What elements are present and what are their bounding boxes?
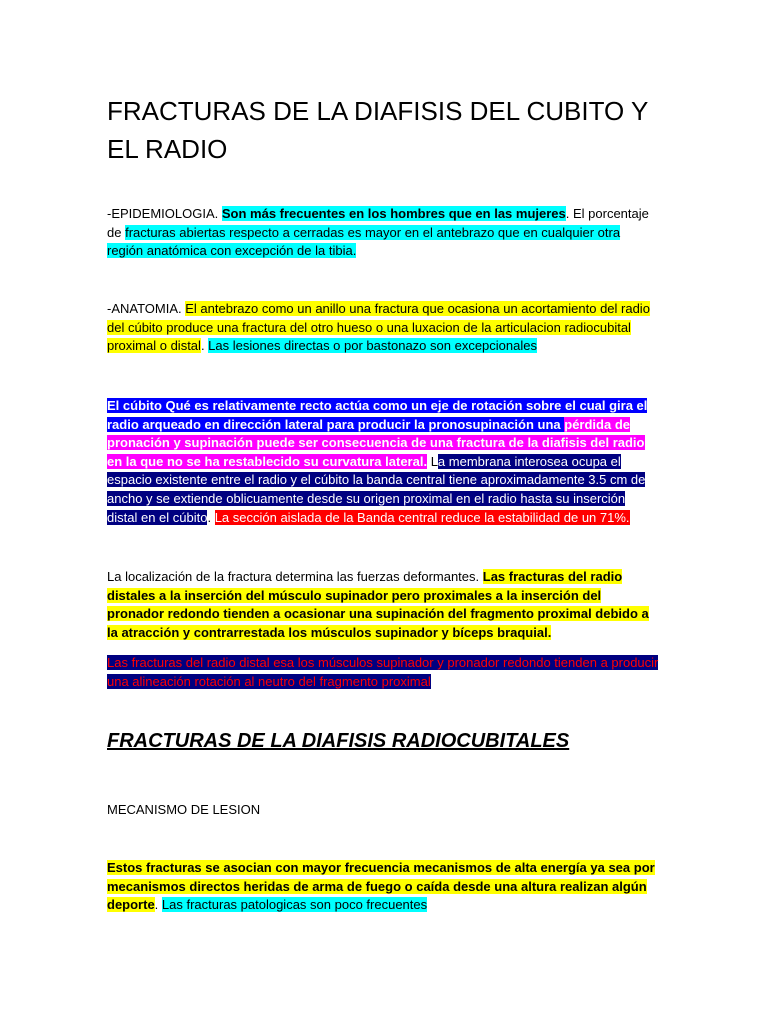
mecanismo-label: MECANISMO DE LESION (107, 802, 261, 817)
cubito-text: . (207, 509, 215, 525)
cubito-paragraph (107, 397, 659, 527)
localizacion-highlight-bold: Las fracturas del radio distales a la inserción del músculo supinador pero proximales a la inserción del pronador redondo tienden a ocasionar una supinación del fragmento proximal debido a la atracción y contrarrestada los músculos supinador y bíceps braquial. (107, 569, 649, 640)
cubito-highlight-navy: a membrana interosea ocupa el espacio existente entre el radio y el cúbito la banda central tiene aproximadamente 3.5 cm de ancho y se extiende oblicuamente desde su origen proximal en el radio hasta su inserción distal en el cúbito (107, 453, 646, 525)
anatomia-highlight-cyan: Las lesiones directas o por bastonazo son excepcionales (208, 338, 537, 354)
radio-distal-highlight: Las fracturas del radio distal esa los músculos supinador y pronador redondo tienden a producir una alineación rotación al neutro del fragmento proximal (107, 655, 659, 689)
epidemiologia-highlight: fracturas abiertas respecto a cerradas es mayor en el antebrazo que en cualquier otra región anatómica con excepción de la tibia. (107, 224, 621, 259)
epidemiologia-text: . El porcentaje de (107, 206, 649, 240)
anatomia-paragraph (107, 300, 659, 356)
mecanismo-highlight-bold: Estos fracturas se asocian con mayor frecuencia mecanismos de alta energía ya sea por mecanismos directos heridas de arma de fuego o caída desde una altura realizan algún deporte (107, 860, 655, 913)
section-heading: FRACTURAS DE LA DIAFISIS RADIOCUBITALES (107, 730, 570, 752)
cubito-highlight-magenta: pérdida de pronación y supinación puede ser consecuencia de una fractura de la diafisis del radio en la que no se ha restablecido su curvatura lateral. (107, 416, 645, 469)
localizacion-text: La localización de la fractura determina las fuerzas deformantes. (107, 569, 483, 584)
mecanismo-paragraph (107, 859, 659, 915)
epidemiologia-paragraph (107, 205, 659, 261)
radio-distal-paragraph (107, 654, 659, 691)
page-title: FRACTURAS DE LA DIAFISIS DEL CUBITO Y EL RADIO (107, 96, 648, 164)
epidemiologia-highlight-bold: Son más frecuentes en los hombres que en las mujeres (221, 206, 566, 221)
anatomia-text: . (200, 338, 209, 354)
anatomia-highlight-yellow: El antebrazo como un anillo una fractura que ocasiona un acortamiento del radio del cúbito produce una fractura del otro hueso o una luxacion de la articulacion radiocubital proximal o distal (107, 301, 650, 354)
localizacion-paragraph (107, 568, 659, 642)
cubito-highlight-red: La sección aislada de la Banda central reduce la estabilidad de un 71%. (214, 509, 630, 525)
cubito-highlight-blue: El cúbito Qué es relativamente recto actúa como un eje de rotación sobre el cual gira el radio arqueado en dirección lateral para producir la pronosupinación una (107, 398, 648, 432)
epidemiologia-label: -EPIDEMIOLOGIA. (107, 206, 222, 221)
anatomia-label: -ANATOMIA. (107, 301, 186, 316)
mecanismo-text: . (154, 897, 162, 913)
cubito-letter: L (430, 453, 438, 469)
mecanismo-highlight-cyan: Las fracturas patologicas son poco frecuentes (161, 897, 428, 913)
